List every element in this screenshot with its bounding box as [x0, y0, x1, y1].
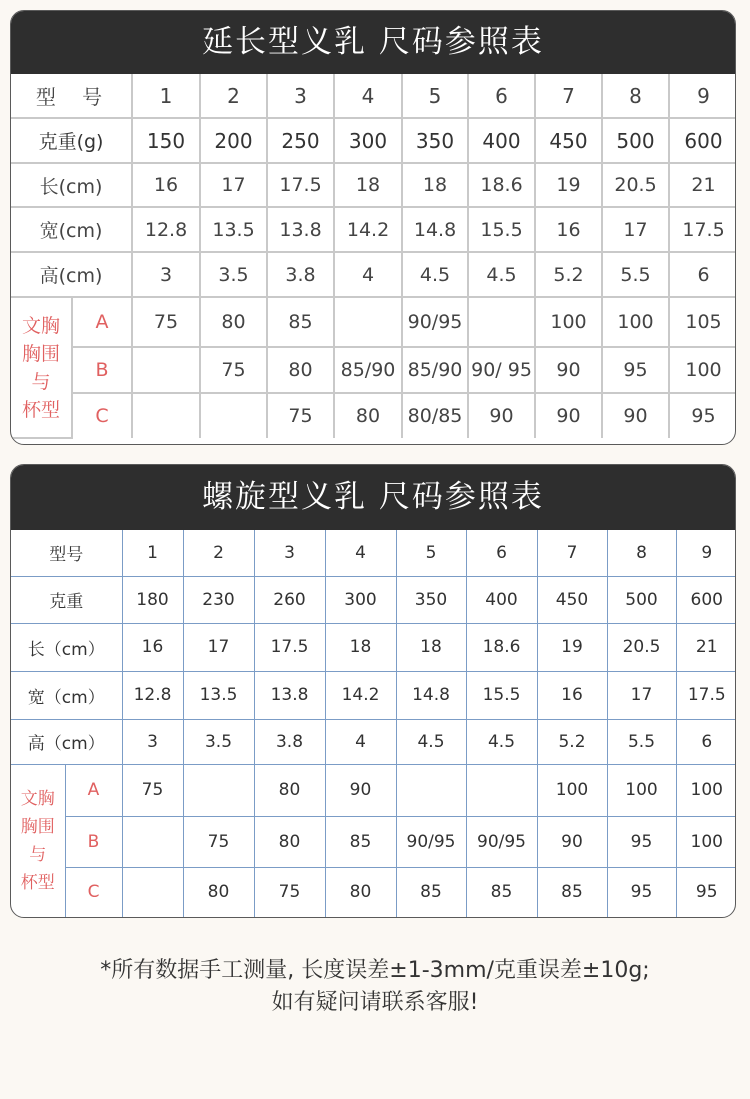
- table-cell: 13.5: [183, 671, 254, 719]
- spiral-size-chart-card: [10, 464, 736, 918]
- cup-label: A: [72, 297, 132, 347]
- table-cell: 75: [200, 347, 267, 393]
- table-row: [11, 764, 736, 816]
- table-cell: 4: [334, 252, 402, 297]
- table-cell: 4: [334, 74, 402, 118]
- side-label-line: 杯型: [21, 398, 60, 421]
- table-cell: 17: [200, 163, 267, 207]
- table-cell: 450: [537, 576, 607, 623]
- table-cell: 300: [334, 118, 402, 163]
- table-cell: 13.5: [200, 207, 267, 252]
- row-label: 型 号: [11, 74, 132, 118]
- table-cell: 200: [200, 118, 267, 163]
- table-cell: 95: [602, 347, 669, 393]
- row-label: 长（cm）: [11, 623, 122, 671]
- side-label-line: 文胸: [21, 314, 60, 337]
- table-cell: 20.5: [602, 163, 669, 207]
- table-cell: 80: [254, 816, 325, 867]
- table-cell: 75: [267, 393, 334, 438]
- table-cell: 100: [676, 816, 736, 867]
- table-cell: 75: [122, 764, 183, 816]
- table-cell: 19: [535, 163, 602, 207]
- row-label: 型号: [11, 530, 122, 576]
- size-table: [11, 530, 736, 918]
- table-row: [11, 671, 736, 719]
- table-cell: 75: [183, 816, 254, 867]
- table-cell: 17.5: [254, 623, 325, 671]
- table-cell: 13.8: [254, 671, 325, 719]
- size-table: [11, 74, 736, 439]
- table-cell: 19: [537, 623, 607, 671]
- table-cell: [132, 347, 200, 393]
- table-cell: 85: [537, 867, 607, 917]
- table-cell: 20.5: [607, 623, 676, 671]
- table-cell: 95: [607, 867, 676, 917]
- table-cell: 95: [669, 393, 736, 438]
- chart-title: 螺旋型义乳 尺码参照表: [11, 465, 735, 530]
- table-cell: 100: [669, 347, 736, 393]
- table-row: [11, 74, 736, 118]
- cup-label: C: [65, 867, 122, 917]
- table-cell: 18: [334, 163, 402, 207]
- table-cell: 350: [402, 118, 468, 163]
- table-cell: 95: [607, 816, 676, 867]
- table-cell: 400: [466, 576, 537, 623]
- table-cell: 16: [122, 623, 183, 671]
- table-cell: 18: [402, 163, 468, 207]
- row-label: 克重(g): [11, 118, 132, 163]
- cup-label: A: [65, 764, 122, 816]
- table-cell: 85/90: [334, 347, 402, 393]
- table-cell: 100: [537, 764, 607, 816]
- table-cell: 90/95: [402, 297, 468, 347]
- note-line-2: 如有疑问请联系客服!: [271, 990, 479, 1015]
- table-cell: 14.2: [325, 671, 396, 719]
- table-row: [11, 163, 736, 207]
- table-row: [11, 252, 736, 297]
- table-row: [11, 297, 736, 347]
- table-cell: 15.5: [466, 671, 537, 719]
- table-cell: 105: [669, 297, 736, 347]
- table-row: [11, 393, 736, 438]
- table-cell: 90: [602, 393, 669, 438]
- table-cell: 7: [535, 74, 602, 118]
- table-cell: 85: [325, 816, 396, 867]
- table-cell: 12.8: [122, 671, 183, 719]
- side-label-line: 文胸: [20, 788, 55, 809]
- measurement-note: [0, 955, 750, 1019]
- table-cell: 8: [607, 530, 676, 576]
- table-cell: [122, 867, 183, 917]
- table-cell: 85: [396, 867, 466, 917]
- extended-size-chart-card: [10, 10, 736, 445]
- table-cell: 17: [183, 623, 254, 671]
- table-cell: 6: [676, 719, 736, 764]
- table-cell: 80: [334, 393, 402, 438]
- table-cell: 5.5: [602, 252, 669, 297]
- table-cell: 80: [267, 347, 334, 393]
- table-cell: 90/95: [396, 816, 466, 867]
- table-cell: [396, 764, 466, 816]
- cup-label: B: [72, 347, 132, 393]
- cup-label: C: [72, 393, 132, 438]
- table-cell: 90: [468, 393, 535, 438]
- table-cell: 75: [132, 297, 200, 347]
- table-cell: [334, 297, 402, 347]
- table-cell: 1: [122, 530, 183, 576]
- table-cell: 5: [396, 530, 466, 576]
- table-cell: 4.5: [466, 719, 537, 764]
- table-cell: 150: [132, 118, 200, 163]
- table-cell: [132, 393, 200, 438]
- row-label: 长(cm): [11, 163, 132, 207]
- table-row: [11, 576, 736, 623]
- table-cell: 17: [607, 671, 676, 719]
- table-cell: 18: [325, 623, 396, 671]
- table-cell: 260: [254, 576, 325, 623]
- table-cell: 75: [254, 867, 325, 917]
- side-label-line: 胸围: [21, 342, 60, 365]
- row-label: 高（cm）: [11, 719, 122, 764]
- table-cell: 250: [267, 118, 334, 163]
- table-cell: 100: [602, 297, 669, 347]
- table-cell: 80/85: [402, 393, 468, 438]
- table-cell: 5.2: [535, 252, 602, 297]
- table-row: [11, 118, 736, 163]
- table-row: [11, 207, 736, 252]
- table-cell: 3.8: [267, 252, 334, 297]
- table-cell: 5.2: [537, 719, 607, 764]
- table-cell: 13.8: [267, 207, 334, 252]
- table-cell: 14.8: [402, 207, 468, 252]
- table-cell: 600: [676, 576, 736, 623]
- table-cell: [183, 764, 254, 816]
- row-label: 宽（cm）: [11, 671, 122, 719]
- table-cell: 400: [468, 118, 535, 163]
- table-cell: 3.5: [200, 252, 267, 297]
- table-cell: 17.5: [669, 207, 736, 252]
- table-cell: 300: [325, 576, 396, 623]
- table-row: [11, 347, 736, 393]
- table-cell: 3: [254, 530, 325, 576]
- table-cell: 80: [183, 867, 254, 917]
- table-cell: 14.8: [396, 671, 466, 719]
- table-cell: 85: [466, 867, 537, 917]
- table-cell: 18: [396, 623, 466, 671]
- table-cell: 16: [132, 163, 200, 207]
- table-cell: 7: [537, 530, 607, 576]
- table-cell: 100: [676, 764, 736, 816]
- table-cell: 90: [535, 347, 602, 393]
- table-cell: 90: [537, 816, 607, 867]
- table-row: [11, 530, 736, 576]
- table-cell: 9: [669, 74, 736, 118]
- row-label: 克重: [11, 576, 122, 623]
- table-cell: 100: [607, 764, 676, 816]
- table-cell: 14.2: [334, 207, 402, 252]
- table-cell: 600: [669, 118, 736, 163]
- side-label-line: 与: [29, 844, 47, 865]
- table-cell: 90: [325, 764, 396, 816]
- table-cell: 5.5: [607, 719, 676, 764]
- table-cell: 6: [466, 530, 537, 576]
- row-label: 宽(cm): [11, 207, 132, 252]
- table-cell: 85/90: [402, 347, 468, 393]
- table-cell: 4.5: [402, 252, 468, 297]
- table-cell: 17.5: [267, 163, 334, 207]
- table-cell: 6: [468, 74, 535, 118]
- table-row: [11, 816, 736, 867]
- table-cell: 3.5: [183, 719, 254, 764]
- table-cell: 15.5: [468, 207, 535, 252]
- table-cell: 3.8: [254, 719, 325, 764]
- table-cell: 90: [535, 393, 602, 438]
- table-cell: 180: [122, 576, 183, 623]
- table-cell: 500: [607, 576, 676, 623]
- table-row: [11, 867, 736, 917]
- table-cell: [200, 393, 267, 438]
- table-cell: 12.8: [132, 207, 200, 252]
- bra-size-cup-label: [11, 297, 72, 438]
- table-cell: 3: [267, 74, 334, 118]
- table-cell: 230: [183, 576, 254, 623]
- table-cell: 4.5: [396, 719, 466, 764]
- table-cell: 90/95: [466, 816, 537, 867]
- table-cell: 450: [535, 118, 602, 163]
- table-cell: 85: [267, 297, 334, 347]
- side-label-line: 与: [31, 370, 51, 393]
- table-cell: 6: [669, 252, 736, 297]
- table-row: [11, 719, 736, 764]
- table-cell: 17.5: [676, 671, 736, 719]
- table-cell: 350: [396, 576, 466, 623]
- table-cell: 4: [325, 719, 396, 764]
- table-cell: 21: [676, 623, 736, 671]
- table-cell: 80: [254, 764, 325, 816]
- table-cell: 100: [535, 297, 602, 347]
- row-label: 高(cm): [11, 252, 132, 297]
- table-cell: 18.6: [466, 623, 537, 671]
- table-cell: 3: [122, 719, 183, 764]
- note-line-1: *所有数据手工测量, 长度误差±1-3mm/克重误差±10g;: [100, 958, 650, 983]
- cup-label: B: [65, 816, 122, 867]
- table-cell: 80: [200, 297, 267, 347]
- table-cell: 18.6: [468, 163, 535, 207]
- table-cell: 5: [402, 74, 468, 118]
- table-cell: 17: [602, 207, 669, 252]
- table-cell: [466, 764, 537, 816]
- table-cell: 21: [669, 163, 736, 207]
- table-cell: [468, 297, 535, 347]
- table-cell: 500: [602, 118, 669, 163]
- table-cell: 1: [132, 74, 200, 118]
- table-cell: [122, 816, 183, 867]
- side-label-line: 杯型: [20, 872, 55, 893]
- table-cell: 80: [325, 867, 396, 917]
- table-cell: 16: [535, 207, 602, 252]
- table-cell: 4: [325, 530, 396, 576]
- table-cell: 2: [200, 74, 267, 118]
- table-cell: 8: [602, 74, 669, 118]
- chart-title: 延长型义乳 尺码参照表: [11, 11, 735, 74]
- table-cell: 3: [132, 252, 200, 297]
- table-cell: 16: [537, 671, 607, 719]
- table-row: [11, 623, 736, 671]
- side-label-line: 胸围: [20, 816, 55, 837]
- table-cell: 95: [676, 867, 736, 917]
- table-cell: 2: [183, 530, 254, 576]
- table-cell: 9: [676, 530, 736, 576]
- table-cell: 4.5: [468, 252, 535, 297]
- table-cell: 90/ 95: [468, 347, 535, 393]
- bra-size-cup-label: [11, 764, 65, 917]
